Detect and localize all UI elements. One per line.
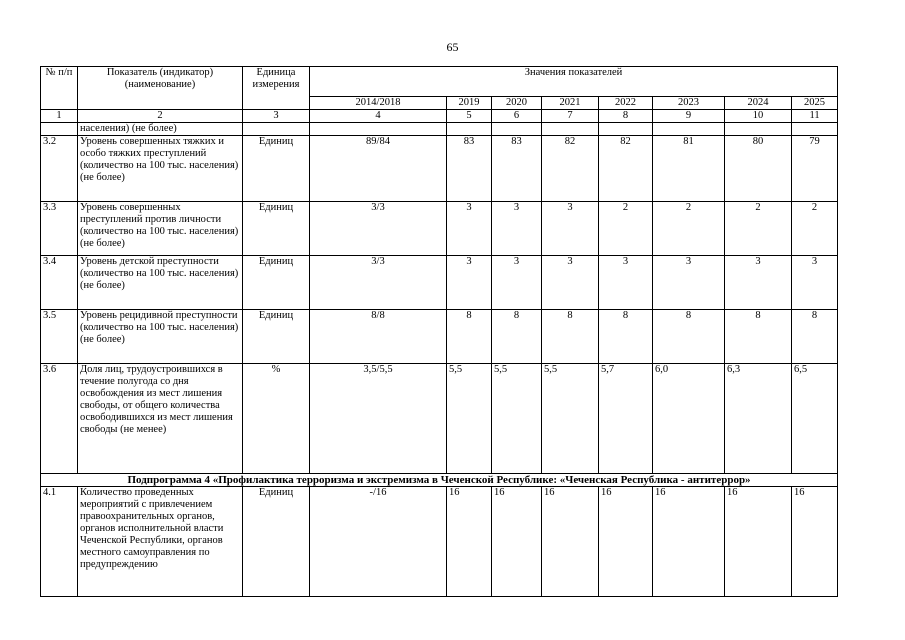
- value-cell: 3: [725, 256, 792, 310]
- continuation-text: населения) (не более): [78, 123, 243, 136]
- table-row: [41, 256, 838, 310]
- header-row: [41, 67, 838, 97]
- subprogram-row: [41, 474, 838, 487]
- year-cell: 2024: [725, 97, 792, 110]
- table-row: [41, 310, 838, 364]
- row-number: 3.2: [41, 136, 78, 202]
- value-cell: 5,5: [542, 364, 599, 474]
- value-cell: 3: [492, 202, 542, 256]
- value-cell: 3/3: [310, 256, 447, 310]
- value-cell: 8: [725, 310, 792, 364]
- value-cell: 16: [792, 487, 838, 597]
- value-cell: 8/8: [310, 310, 447, 364]
- row-number: 3.4: [41, 256, 78, 310]
- value-cell: 81: [653, 136, 725, 202]
- unit-cell: %: [243, 364, 310, 474]
- table-row: [41, 487, 838, 597]
- indicator-name: Количество проведенных мероприятий с привлечением правоохранительных органов, органов исполнительной власти Чеченской Республики, органов местного самоуправления по предупреждению: [78, 487, 243, 597]
- col-number: 2: [78, 110, 243, 123]
- value-cell: 8: [653, 310, 725, 364]
- value-cell: 2: [599, 202, 653, 256]
- value-cell: 6,3: [725, 364, 792, 474]
- value-cell: 8: [542, 310, 599, 364]
- value-cell: 6,0: [653, 364, 725, 474]
- indicators-table: [40, 66, 838, 597]
- value-cell: 3/3: [310, 202, 447, 256]
- value-cell: 89/84: [310, 136, 447, 202]
- indicator-name: Уровень детской преступности (количество на 100 тыс. населения) (не более): [78, 256, 243, 310]
- table-row: [41, 136, 838, 202]
- header-indicator: Показатель (индикатор) (наименование): [78, 67, 243, 110]
- value-cell: 3: [447, 202, 492, 256]
- value-cell: 16: [653, 487, 725, 597]
- row-number: 3.6: [41, 364, 78, 474]
- indicator-name: Доля лиц, трудоустроившихся в течение полугода со дня освобождения из мест лишения свободы, от общего количества освободившихся из мест лишения свободы (не менее): [78, 364, 243, 474]
- value-cell: 5,5: [492, 364, 542, 474]
- value-cell: 2: [653, 202, 725, 256]
- row-number: 3.5: [41, 310, 78, 364]
- year-cell: 2014/2018: [310, 97, 447, 110]
- table-row: [41, 202, 838, 256]
- row-number: 4.1: [41, 487, 78, 597]
- value-cell: 16: [599, 487, 653, 597]
- unit-cell: Единиц: [243, 202, 310, 256]
- col-number: 5: [447, 110, 492, 123]
- value-cell: 82: [599, 136, 653, 202]
- col-number: 7: [542, 110, 599, 123]
- value-cell: 2: [792, 202, 838, 256]
- value-cell: 3: [492, 256, 542, 310]
- value-cell: 82: [542, 136, 599, 202]
- year-cell: 2022: [599, 97, 653, 110]
- header-values: Значения показателей: [310, 67, 838, 97]
- value-cell: 2: [725, 202, 792, 256]
- year-cell: 2020: [492, 97, 542, 110]
- indicator-name: Уровень совершенных преступлений против личности (количество на 100 тыс. населения) (не более): [78, 202, 243, 256]
- value-cell: 8: [792, 310, 838, 364]
- value-cell: 16: [447, 487, 492, 597]
- table-row: [41, 364, 838, 474]
- value-cell: 3: [653, 256, 725, 310]
- col-number: 9: [653, 110, 725, 123]
- header-unit: Единица измерения: [243, 67, 310, 110]
- value-cell: 16: [492, 487, 542, 597]
- value-cell: 83: [492, 136, 542, 202]
- col-number: 11: [792, 110, 838, 123]
- row-number: 3.3: [41, 202, 78, 256]
- value-cell: 80: [725, 136, 792, 202]
- value-cell: 8: [599, 310, 653, 364]
- col-number: 4: [310, 110, 447, 123]
- value-cell: 8: [447, 310, 492, 364]
- column-numbers-row: [41, 110, 838, 123]
- value-cell: 5,5: [447, 364, 492, 474]
- value-cell: 3: [792, 256, 838, 310]
- unit-cell: Единиц: [243, 310, 310, 364]
- value-cell: 3: [542, 256, 599, 310]
- value-cell: 3: [542, 202, 599, 256]
- col-number: 3: [243, 110, 310, 123]
- value-cell: 79: [792, 136, 838, 202]
- value-cell: 3: [447, 256, 492, 310]
- col-number: 1: [41, 110, 78, 123]
- indicator-name: Уровень рецидивной преступности (количество на 100 тыс. населения) (не более): [78, 310, 243, 364]
- year-cell: 2023: [653, 97, 725, 110]
- header-num: № п/п: [41, 67, 78, 110]
- continuation-row: [41, 123, 838, 136]
- value-cell: 5,7: [599, 364, 653, 474]
- subprogram-title: Подпрограмма 4 «Профилактика терроризма и экстремизма в Чеченской Республике: «Чеченская Республика - антитеррор»: [41, 474, 838, 487]
- value-cell: 6,5: [792, 364, 838, 474]
- value-cell: 8: [492, 310, 542, 364]
- year-cell: 2025: [792, 97, 838, 110]
- value-cell: 3,5/5,5: [310, 364, 447, 474]
- indicator-name: Уровень совершенных тяжких и особо тяжких преступлений (количество на 100 тыс. населения) (не более): [78, 136, 243, 202]
- col-number: 8: [599, 110, 653, 123]
- value-cell: -/16: [310, 487, 447, 597]
- unit-cell: Единиц: [243, 256, 310, 310]
- page-number: 65: [446, 40, 459, 54]
- value-cell: 3: [599, 256, 653, 310]
- year-cell: 2019: [447, 97, 492, 110]
- unit-cell: Единиц: [243, 136, 310, 202]
- value-cell: 83: [447, 136, 492, 202]
- year-cell: 2021: [542, 97, 599, 110]
- unit-cell: Единиц: [243, 487, 310, 597]
- col-number: 10: [725, 110, 792, 123]
- value-cell: 16: [542, 487, 599, 597]
- col-number: 6: [492, 110, 542, 123]
- value-cell: 16: [725, 487, 792, 597]
